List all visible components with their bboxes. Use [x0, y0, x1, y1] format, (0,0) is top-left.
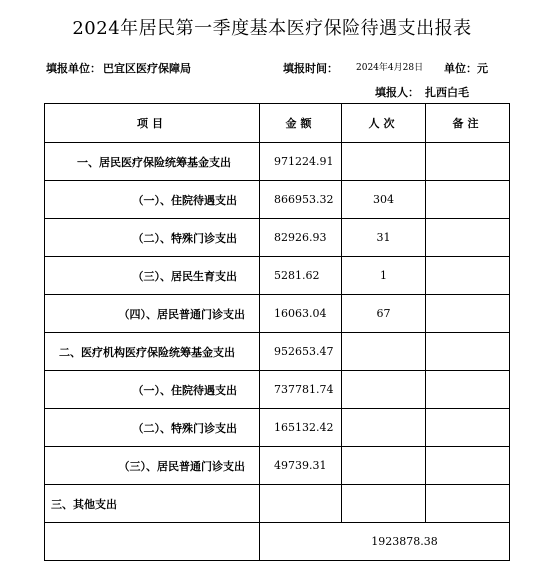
currency-unit — [444, 60, 488, 76]
table-row — [45, 447, 510, 485]
header-count: 人次 — [342, 104, 426, 143]
reporting-time-value: 2024年4月28日 — [356, 63, 424, 73]
reporting-unit-value: 巴宜区医疗保障局 — [103, 62, 191, 75]
row-amount — [260, 485, 342, 523]
row-item: （二）、特殊门诊支出 — [45, 219, 260, 257]
header-note: 备注 — [426, 104, 510, 143]
row-note — [426, 409, 510, 447]
row-count — [342, 447, 426, 485]
total-item — [45, 523, 260, 561]
row-note — [426, 257, 510, 295]
row-count: 67 — [342, 295, 426, 333]
table-header-row — [45, 104, 510, 143]
row-note — [426, 485, 510, 523]
currency-unit-value: 元 — [477, 62, 488, 75]
total-amount: 1923878.38 — [260, 523, 510, 561]
reporting-unit — [46, 60, 191, 76]
row-count: 1 — [342, 257, 426, 295]
row-amount: 165132.42 — [260, 409, 342, 447]
row-amount: 82926.93 — [260, 219, 342, 257]
reporting-time-label: 填报时间： — [283, 62, 338, 75]
row-item: （三）、居民普通门诊支出 — [45, 447, 260, 485]
row-count: 304 — [342, 181, 426, 219]
total-row — [45, 523, 510, 561]
row-item: （一）、住院待遇支出 — [45, 371, 260, 409]
row-count — [342, 333, 426, 371]
row-item: 一、居民医疗保险统筹基金支出 — [45, 143, 260, 181]
table-row — [45, 485, 510, 523]
table-row — [45, 371, 510, 409]
row-note — [426, 181, 510, 219]
row-amount: 5281.62 — [260, 257, 342, 295]
row-item: （四）、居民普通门诊支出 — [45, 295, 260, 333]
row-amount: 737781.74 — [260, 371, 342, 409]
reporter-label: 填报人： — [375, 86, 419, 99]
row-count — [342, 485, 426, 523]
row-note — [426, 447, 510, 485]
row-item: 三、其他支出 — [45, 485, 260, 523]
row-amount: 952653.47 — [260, 333, 342, 371]
row-note — [426, 295, 510, 333]
table-row — [45, 409, 510, 447]
expense-table — [44, 103, 510, 561]
row-count — [342, 409, 426, 447]
table-row — [45, 181, 510, 219]
row-amount: 49739.31 — [260, 447, 342, 485]
table-row — [45, 143, 510, 181]
header-item: 项目 — [45, 104, 260, 143]
row-amount: 16063.04 — [260, 295, 342, 333]
reporter — [375, 84, 469, 100]
row-count — [342, 143, 426, 181]
table-row — [45, 257, 510, 295]
header-amount: 金额 — [260, 104, 342, 143]
table-row — [45, 219, 510, 257]
row-count — [342, 371, 426, 409]
report-title: 2024年居民第一季度基本医疗保险待遇支出报表 — [72, 18, 472, 39]
row-amount: 866953.32 — [260, 181, 342, 219]
currency-unit-label: 单位： — [444, 62, 477, 75]
row-item: （二）、特殊门诊支出 — [45, 409, 260, 447]
reporter-value: 扎西白毛 — [425, 86, 469, 99]
row-amount: 971224.91 — [260, 143, 342, 181]
reporting-unit-label: 填报单位： — [46, 62, 101, 75]
row-note — [426, 219, 510, 257]
table-row — [45, 333, 510, 371]
row-note — [426, 371, 510, 409]
row-note — [426, 333, 510, 371]
row-item: （三）、居民生育支出 — [45, 257, 260, 295]
row-item: （一）、住院待遇支出 — [45, 181, 260, 219]
row-note — [426, 143, 510, 181]
table-row — [45, 295, 510, 333]
row-item: 二、医疗机构医疗保险统筹基金支出 — [45, 333, 260, 371]
row-count: 31 — [342, 219, 426, 257]
